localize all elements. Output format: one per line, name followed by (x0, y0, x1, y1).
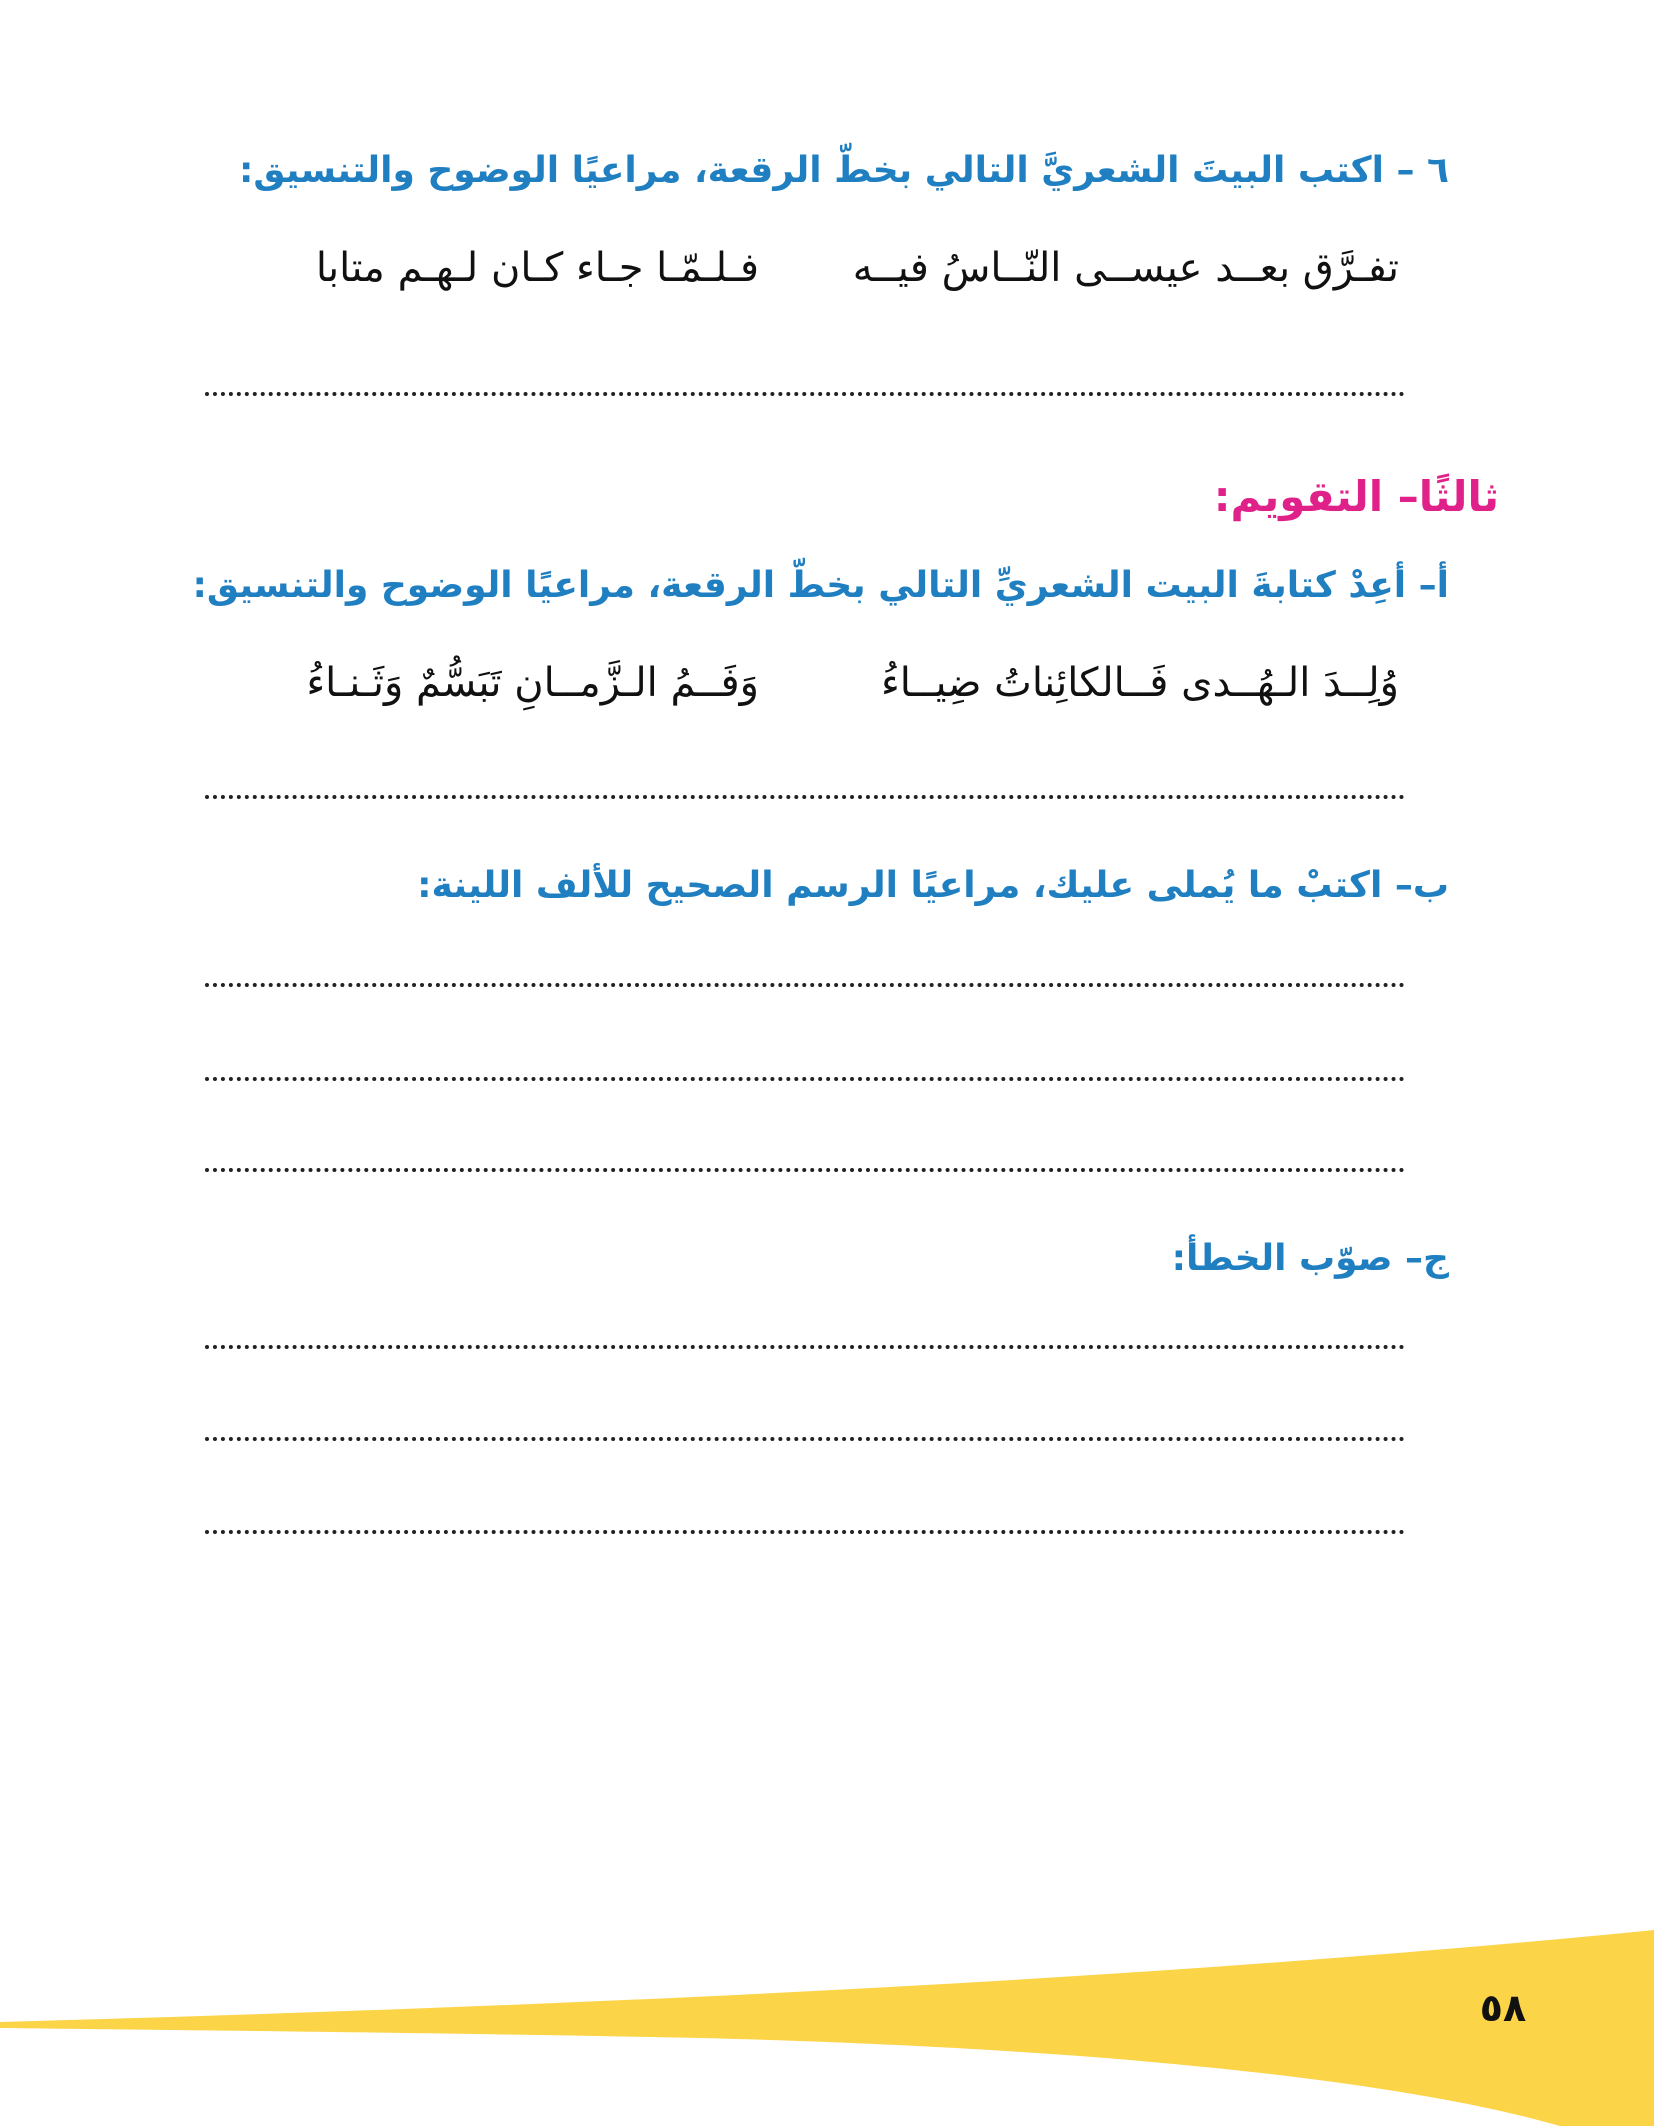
answer-line[interactable] (205, 983, 1405, 987)
answer-line[interactable] (205, 1530, 1405, 1534)
page-number: ٥٨ (1479, 1986, 1527, 2030)
question-c-heading: ج– صوّب الخطأ: (1171, 1238, 1449, 1279)
answer-line[interactable] (205, 795, 1405, 799)
footer-band (0, 1930, 1654, 2126)
answer-line[interactable] (205, 1077, 1405, 1081)
answer-line[interactable] (205, 1168, 1405, 1172)
question-6-heading: ٦ – اكتب البيتَ الشعريَّ التالي بخطّ الرقعة، مراعيًا الوضوح والتنسيق: (239, 150, 1449, 191)
section-title: ثالثًا– التقويم: (1213, 472, 1499, 521)
question-a-heading: أ– أعِدْ كتابةَ البيت الشعريِّ التالي بخطّ الرقعة، مراعيًا الوضوح والتنسيق: (192, 565, 1449, 606)
question-b-heading: ب– اكتبْ ما يُملى عليك، مراعيًا الرسم الصحيح للألف اللينة: (417, 865, 1449, 906)
answer-line[interactable] (205, 392, 1405, 396)
q6-verse-first-hemistich: تفـرَّق بعــد عيســى النّــاسُ فيــه (852, 245, 1399, 291)
answer-line[interactable] (205, 1345, 1405, 1349)
q6-verse-second-hemistich: فـلـمّـا جـاء كـان لـهـم متابا (315, 245, 759, 291)
answer-line[interactable] (205, 1437, 1405, 1441)
qa-verse-second-hemistich: وَفَــمُ الـزَّمــانِ تَبَسُّمٌ وَثَـنـاءُ (306, 660, 759, 706)
qa-verse-first-hemistich: وُلِــدَ الـهُــدى فَــالكائِناتُ ضِيــاءُ (880, 660, 1399, 706)
